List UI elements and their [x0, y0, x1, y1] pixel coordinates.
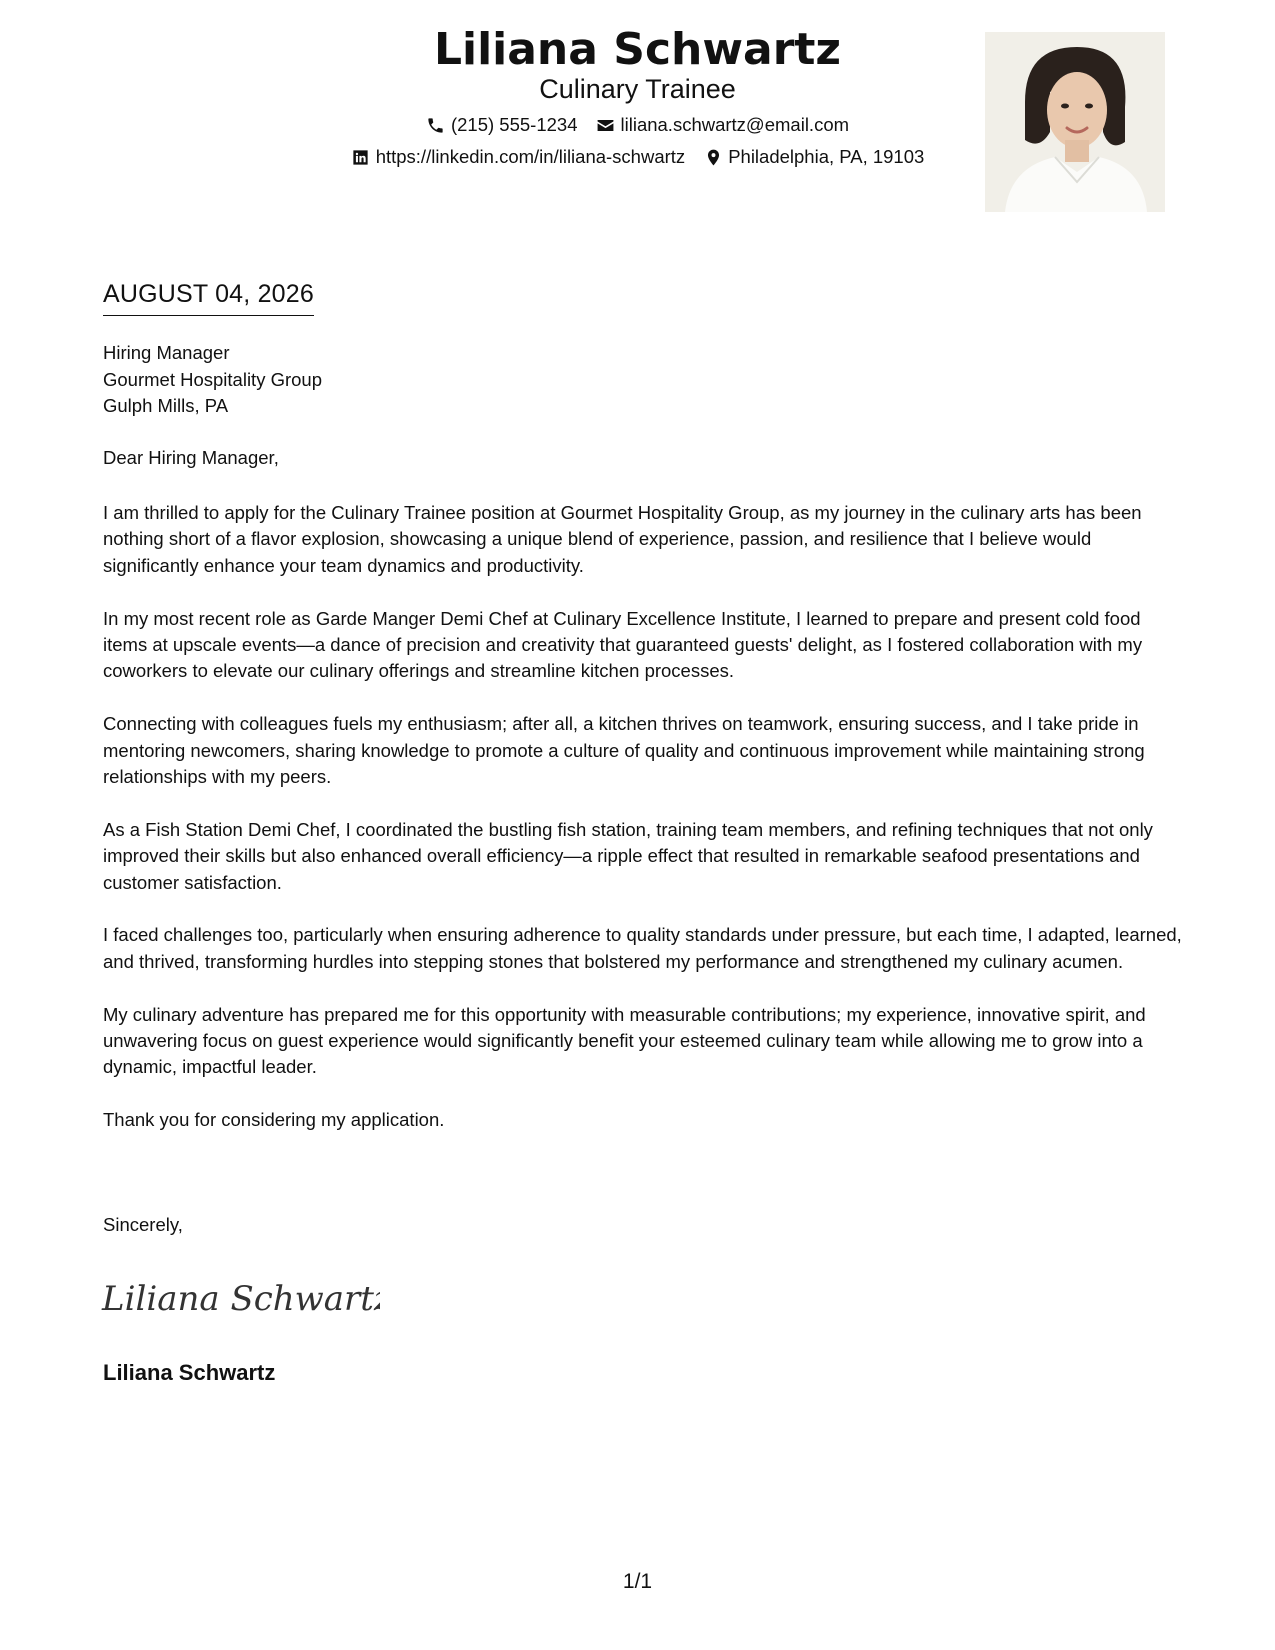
signed-name: Liliana Schwartz: [103, 1360, 276, 1385]
phone-number: (215) 555-1234: [450, 114, 578, 135]
recipient-company: Gourmet Hospitality Group: [103, 368, 323, 390]
letter-date: AUGUST 04, 2026: [103, 280, 314, 316]
contact-linkedin[interactable]: [351, 146, 686, 168]
body-paragraph: Thank you for considering my application.: [103, 1109, 445, 1131]
signature-script: Liliana Schwartz: [102, 1279, 380, 1319]
recipient-title: Hiring Manager: [103, 342, 230, 363]
handwritten-signature: [100, 1268, 380, 1328]
body-paragraph: My culinary adventure has prepared me for this opportunity with measurable contributions; my experience, innovative spirit, and unwavering focus on guest experience would significantly benefit your esteemed culinary team while allowing me to grow into a dynamic, impactful leader.: [103, 1003, 1146, 1078]
linkedin-icon: [351, 147, 371, 167]
page-number: 1/1: [622, 1570, 653, 1593]
linkedin-url: https://linkedin.com/in/liliana-schwartz: [375, 146, 686, 167]
recipient-location: Gulph Mills, PA: [103, 395, 229, 416]
profile-photo: [985, 32, 1165, 212]
envelope-icon: [596, 115, 616, 135]
salutation: Dear Hiring Manager,: [103, 447, 279, 468]
contact-phone[interactable]: [426, 114, 578, 136]
contact-location: [703, 146, 924, 168]
location-text: Philadelphia, PA, 19103: [728, 146, 925, 167]
email-address: liliana.schwartz@email.com: [620, 114, 850, 135]
body-paragraph: In my most recent role as Garde Manger Demi Chef at Culinary Excellence Institute, I learned to prepare and present cold food items at upscale events—a dance of precision and creativity that guaranteed guests' delight, as I fostered collaboration with my coworkers to elevate our culinary offerings and streamline kitchen processes.: [103, 607, 1143, 682]
body-paragraph: Connecting with colleagues fuels my enthusiasm; after all, a kitchen thrives on teamwork, ensuring success, and I take pride in mentoring newcomers, sharing knowledge to promote a culture of quality and continuous improvement while maintaining strong relationships with my peers.: [103, 713, 1145, 788]
phone-icon: [426, 115, 446, 135]
closing: Sincerely,: [103, 1214, 183, 1235]
contact-email[interactable]: [596, 114, 850, 136]
map-pin-icon: [703, 147, 723, 167]
body-paragraph: I faced challenges too, particularly when ensuring adherence to quality standards under pressure, but each time, I adapted, learned, and thrived, transforming hurdles into stepping stones that bolstered my performance and strengthened my culinary acumen.: [103, 924, 1182, 972]
recipient-block: [103, 340, 322, 420]
applicant-name: Liliana Schwartz: [433, 24, 842, 75]
job-title: Culinary Trainee: [539, 74, 736, 104]
body-paragraph: As a Fish Station Demi Chef, I coordinated the bustling fish station, training team members, and refining techniques that not only improved their skills but also enhanced overall efficiency—a ripple effect that resulted in remarkable seafood presentations and customer satisfaction.: [103, 818, 1153, 893]
letter-body: [103, 500, 1183, 1160]
body-paragraph: I am thrilled to apply for the Culinary Trainee position at Gourmet Hospitality Group, as my journey in the culinary arts has been nothing short of a flavor explosion, showcasing a unique blend of experience, passion, and resilience that I believe would significantly enhance your team dynamics and productivity.: [103, 502, 1142, 576]
